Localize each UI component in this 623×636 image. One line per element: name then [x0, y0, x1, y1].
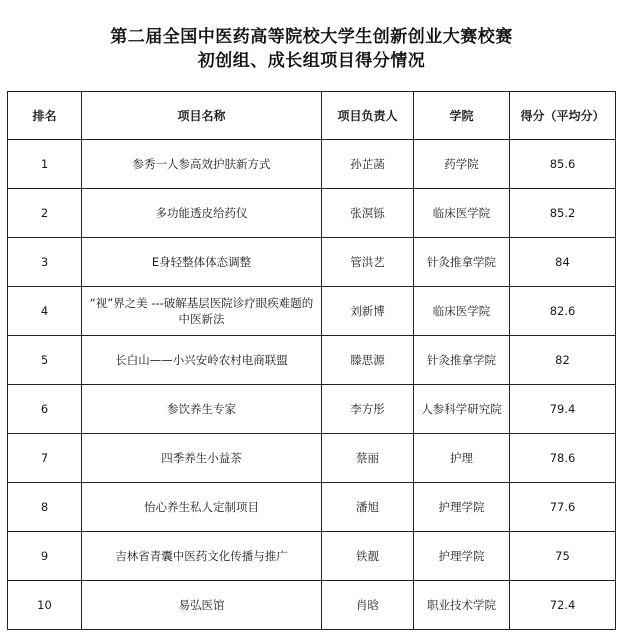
cell-rank: 10 [8, 581, 82, 630]
cell-college: 针灸推拿学院 [414, 336, 510, 385]
cell-college: 临床医学院 [414, 189, 510, 238]
cell-project-name: E身轻整体体态调整 [82, 238, 322, 287]
cell-project-name: 参饮养生专家 [82, 385, 322, 434]
cell-leader: 铁靓 [322, 532, 414, 581]
header-leader: 项目负责人 [322, 92, 414, 140]
table-row [8, 434, 616, 483]
cell-leader: 管洪艺 [322, 238, 414, 287]
table-header-row [8, 92, 616, 140]
cell-college: 临床医学院 [414, 287, 510, 336]
cell-leader: 孙芷菡 [322, 140, 414, 189]
table-row [8, 238, 616, 287]
cell-score: 77.6 [510, 483, 616, 532]
results-table [7, 91, 616, 630]
cell-rank: 2 [8, 189, 82, 238]
cell-project-name: “视”界之美 ---破解基层医院诊疗眼疾难题的中医新法 [82, 287, 322, 336]
cell-score: 75 [510, 532, 616, 581]
table-row [8, 581, 616, 630]
cell-leader: 潘旭 [322, 483, 414, 532]
header-rank: 排名 [8, 92, 82, 140]
cell-project-name: 四季养生小益茶 [82, 434, 322, 483]
cell-leader: 刘新博 [322, 287, 414, 336]
table-row [8, 385, 616, 434]
table-row [8, 532, 616, 581]
cell-rank: 5 [8, 336, 82, 385]
cell-score: 82 [510, 336, 616, 385]
table-row [8, 189, 616, 238]
cell-rank: 3 [8, 238, 82, 287]
cell-college: 针灸推拿学院 [414, 238, 510, 287]
cell-score: 72.4 [510, 581, 616, 630]
cell-project-name: 多功能透皮给药仪 [82, 189, 322, 238]
page-title: 第二届全国中医药高等院校大学生创新创业大赛校赛 [110, 27, 513, 47]
table-row [8, 336, 616, 385]
cell-score: 82.6 [510, 287, 616, 336]
cell-project-name: 吉林省青囊中医药文化传播与推广 [82, 532, 322, 581]
table-row [8, 483, 616, 532]
cell-project-name: 参秀一人参高效护肤新方式 [82, 140, 322, 189]
header-college: 学院 [414, 92, 510, 140]
cell-score: 84 [510, 238, 616, 287]
cell-leader: 蔡丽 [322, 434, 414, 483]
cell-score: 79.4 [510, 385, 616, 434]
cell-college: 职业技术学院 [414, 581, 510, 630]
cell-project-name: 易弘医馆 [82, 581, 322, 630]
cell-score: 85.6 [510, 140, 616, 189]
table-row [8, 287, 616, 336]
page-subtitle: 初创组、成长组项目得分情况 [197, 51, 426, 71]
cell-leader: 李方彤 [322, 385, 414, 434]
cell-rank: 9 [8, 532, 82, 581]
cell-college: 护理学院 [414, 483, 510, 532]
table-row [8, 140, 616, 189]
cell-leader: 滕思源 [322, 336, 414, 385]
cell-project-name: 长白山——小兴安岭农村电商联盟 [82, 336, 322, 385]
cell-rank: 1 [8, 140, 82, 189]
cell-college: 药学院 [414, 140, 510, 189]
cell-leader: 肖晗 [322, 581, 414, 630]
cell-score: 85.2 [510, 189, 616, 238]
cell-college: 人参科学研究院 [414, 385, 510, 434]
cell-rank: 8 [8, 483, 82, 532]
cell-rank: 7 [8, 434, 82, 483]
header-score: 得分（平均分） [510, 92, 616, 140]
cell-college: 护理学院 [414, 532, 510, 581]
header-project-name: 项目名称 [82, 92, 322, 140]
cell-leader: 张溟铄 [322, 189, 414, 238]
cell-score: 78.6 [510, 434, 616, 483]
cell-college: 护理 [414, 434, 510, 483]
cell-project-name: 怡心养生私人定制项目 [82, 483, 322, 532]
cell-rank: 6 [8, 385, 82, 434]
cell-rank: 4 [8, 287, 82, 336]
